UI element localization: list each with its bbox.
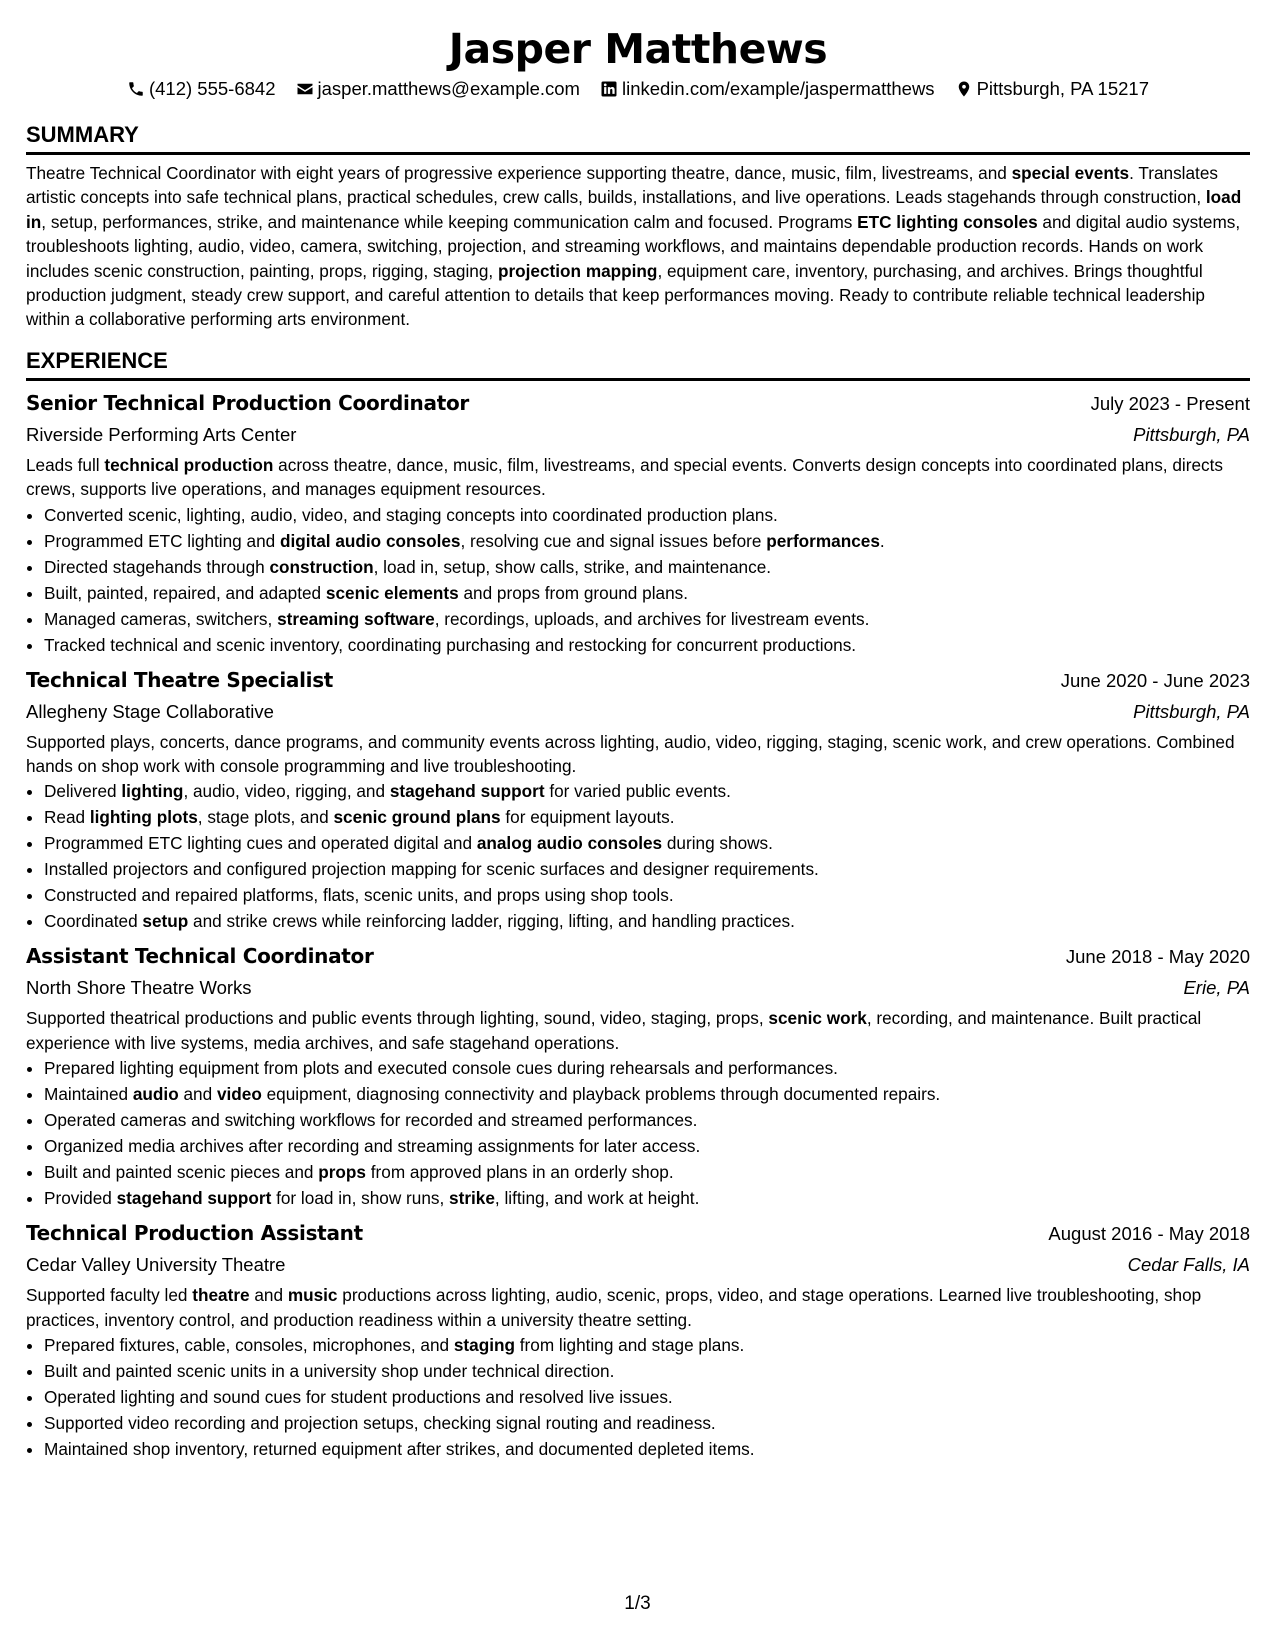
text-run: and digital audio systems, troubleshoots lighting, audio, video, camera, switching, projection, and streaming workflows, and maintains dependable production records. Hands on work includes scenic construction, painting, props, rigging, staging, bbox=[26, 211, 1241, 281]
bold-text: lighting bbox=[121, 781, 184, 802]
text-run: Constructed and repaired platforms, flats, scenic units, and props using shop tools. bbox=[44, 885, 674, 906]
job-dates: August 2016 - May 2018 bbox=[1048, 1223, 1250, 1245]
text-run: Operated lighting and sound cues for student productions and resolved live issues. bbox=[44, 1387, 673, 1408]
job-company: Riverside Performing Arts Center bbox=[26, 423, 297, 445]
job-entry bbox=[26, 665, 1250, 935]
job-header-row bbox=[26, 941, 1250, 972]
text-run: Maintained bbox=[44, 1084, 133, 1105]
phone-text: (412) 555-6842 bbox=[148, 78, 276, 99]
text-run: , lifting, and work at height. bbox=[494, 1188, 700, 1209]
job-company-row bbox=[26, 419, 1250, 451]
linkedin-text: linkedin.com/example/jaspermatthews bbox=[621, 78, 935, 99]
text-run: Maintained shop inventory, returned equipment after strikes, and documented depleted items. bbox=[44, 1439, 755, 1460]
job-company-row bbox=[26, 972, 1250, 1004]
bold-text: scenic ground plans bbox=[333, 807, 501, 828]
bold-text: theatre bbox=[192, 1285, 250, 1306]
contact-linkedin[interactable] bbox=[600, 77, 935, 101]
job-company-row bbox=[26, 1249, 1250, 1281]
job-bullet bbox=[44, 1133, 1250, 1159]
text-run: Operated cameras and switching workflows for recorded and streamed performances. bbox=[44, 1110, 698, 1131]
bold-text: special events bbox=[1011, 163, 1130, 183]
bold-text: performances bbox=[766, 530, 880, 551]
text-run: , recording, and maintenance. Built practical experience with live systems, media archives, and safe stagehand operations. bbox=[26, 1008, 1202, 1053]
text-run: during shows. bbox=[662, 833, 773, 854]
job-title: Technical Theatre Specialist bbox=[26, 667, 334, 692]
bold-text: stagehand support bbox=[116, 1188, 272, 1209]
job-company-row bbox=[26, 696, 1250, 728]
resume-page bbox=[26, 0, 1250, 1462]
bold-text: analog audio consoles bbox=[476, 833, 663, 854]
job-bullet bbox=[44, 778, 1250, 804]
job-bullet bbox=[44, 528, 1250, 554]
contact-email[interactable] bbox=[296, 77, 580, 101]
text-run: Read bbox=[44, 807, 90, 828]
job-bullet bbox=[44, 606, 1250, 632]
job-description bbox=[26, 730, 1250, 779]
job-bullet bbox=[44, 1185, 1250, 1211]
job-bullet bbox=[44, 856, 1250, 882]
bold-text: scenic elements bbox=[325, 582, 459, 603]
bold-text: strike bbox=[449, 1188, 495, 1209]
job-title: Assistant Technical Coordinator bbox=[26, 944, 374, 969]
job-bullet-list bbox=[26, 502, 1250, 658]
text-run: Managed cameras, switchers, bbox=[44, 608, 278, 629]
summary-paragraph bbox=[26, 161, 1250, 332]
job-bullet-list bbox=[26, 1055, 1250, 1211]
job-bullet bbox=[44, 580, 1250, 606]
text-run: Built and painted scenic pieces and bbox=[44, 1162, 319, 1183]
text-run: and bbox=[178, 1084, 217, 1105]
job-bullet bbox=[44, 502, 1250, 528]
text-run: Built and painted scenic units in a university shop under technical direction. bbox=[44, 1361, 615, 1382]
job-location: Pittsburgh, PA bbox=[1133, 423, 1250, 445]
text-run: Converted scenic, lighting, audio, video, and staging concepts into coordinated production plans. bbox=[44, 504, 778, 525]
text-run: Tracked technical and scenic inventory, coordinating purchasing and restocking for concurrent productions. bbox=[44, 634, 857, 655]
job-header-row bbox=[26, 1218, 1250, 1249]
text-run: Provided bbox=[44, 1188, 117, 1209]
job-header-row bbox=[26, 388, 1250, 419]
job-description bbox=[26, 1283, 1250, 1332]
bold-text: digital audio consoles bbox=[279, 530, 461, 551]
text-run: Programmed ETC lighting cues and operated digital and bbox=[44, 833, 477, 854]
contact-phone[interactable] bbox=[127, 77, 276, 101]
text-run: for load in, show runs, bbox=[271, 1188, 450, 1209]
text-run: . bbox=[879, 530, 885, 551]
text-run: Organized media archives after recording and streaming assignments for later access. bbox=[44, 1136, 701, 1157]
text-run: equipment, diagnosing connectivity and playback problems through documented repairs. bbox=[261, 1084, 941, 1105]
text-run: productions across lighting, audio, scenic, props, video, and stage operations. Learned live troubleshooting, shop practices, inventory control, and production readiness within a university theatre setting. bbox=[26, 1285, 1202, 1330]
job-bullet bbox=[44, 804, 1250, 830]
bold-text: stagehand support bbox=[389, 781, 545, 802]
job-bullet bbox=[44, 908, 1250, 934]
text-run: , resolving cue and signal issues before bbox=[460, 530, 767, 551]
text-run: . Translates artistic concepts into safe technical plans, practical schedules, crew calls, builds, installations, and live operations. Leads stagehands through construction, bbox=[26, 163, 1218, 208]
phone-icon bbox=[127, 80, 145, 98]
location-text: Pittsburgh, PA 15217 bbox=[976, 78, 1150, 99]
job-entry bbox=[26, 941, 1250, 1211]
text-run: , setup, performances, strike, and maintenance while keeping communication calm and focused. Programs bbox=[41, 211, 858, 232]
contact-location bbox=[955, 77, 1149, 101]
job-location: Cedar Falls, IA bbox=[1127, 1254, 1250, 1276]
job-entry bbox=[26, 388, 1250, 658]
bold-text: audio bbox=[132, 1084, 179, 1105]
text-run: Programmed ETC lighting and bbox=[44, 530, 280, 551]
text-run: Supported video recording and projection setups, checking signal routing and readiness. bbox=[44, 1413, 716, 1434]
job-entry bbox=[26, 1218, 1250, 1462]
job-bullet bbox=[44, 1436, 1250, 1462]
experience-list bbox=[26, 388, 1250, 1462]
job-bullet bbox=[44, 882, 1250, 908]
text-run: , audio, video, rigging, and bbox=[183, 781, 390, 802]
bold-text: construction bbox=[269, 556, 374, 577]
text-run: Coordinated bbox=[44, 911, 143, 932]
text-run: from approved plans in an orderly shop. bbox=[365, 1162, 674, 1183]
map-pin-icon bbox=[955, 80, 973, 98]
text-run: Supported plays, concerts, dance programs, and community events across lighting, audio, video, rigging, staging, scenic work, and crew operations. Combined hands on shop work with console programming and live troubleshooting. bbox=[26, 731, 1235, 777]
text-run: Prepared fixtures, cable, consoles, microphones, and bbox=[44, 1335, 454, 1356]
bold-text: streaming software bbox=[277, 608, 435, 629]
bold-text: staging bbox=[453, 1335, 515, 1356]
text-run: , stage plots, and bbox=[197, 807, 334, 828]
text-run: Supported theatrical productions and public events through lighting, sound, video, staging, props, bbox=[26, 1008, 769, 1029]
candidate-name: Jasper Matthews bbox=[448, 25, 828, 73]
job-bullet bbox=[44, 1159, 1250, 1185]
bold-text: technical production bbox=[104, 454, 274, 475]
job-dates: June 2018 - May 2020 bbox=[1065, 946, 1250, 968]
job-description bbox=[26, 1006, 1250, 1055]
bold-text: music bbox=[287, 1285, 338, 1306]
job-company: North Shore Theatre Works bbox=[26, 977, 252, 999]
text-run: Prepared lighting equipment from plots and executed console cues during rehearsals and performances. bbox=[44, 1058, 838, 1079]
job-bullet bbox=[44, 1332, 1250, 1358]
text-run: and strike crews while reinforcing ladder, rigging, lifting, and handling practices. bbox=[188, 911, 795, 932]
text-run: Directed stagehands through bbox=[44, 556, 270, 577]
text-run: Supported faculty led bbox=[26, 1285, 193, 1306]
job-bullet-list bbox=[26, 778, 1250, 934]
bold-text: load in bbox=[26, 187, 1242, 232]
text-run: , equipment care, inventory, purchasing, and archives. Brings thoughtful production judgment, steady crew support, and careful attention to details that keep performances moving. Ready to contribute reliable technical leadership within a collaborative performing arts environment. bbox=[26, 260, 1205, 330]
contact-bar bbox=[26, 77, 1250, 101]
bold-text: projection mapping bbox=[497, 260, 658, 281]
job-dates: July 2023 - Present bbox=[1090, 392, 1250, 414]
job-bullet bbox=[44, 1081, 1250, 1107]
page-indicator: 1/3 bbox=[624, 1593, 651, 1614]
text-run: and bbox=[249, 1285, 288, 1306]
job-bullet bbox=[44, 1410, 1250, 1436]
job-bullet bbox=[44, 632, 1250, 658]
text-run: Theatre Technical Coordinator with eight years of progressive experience supporting theatre, dance, music, film, livestreams, and bbox=[26, 163, 1012, 183]
text-run: , recordings, uploads, and archives for livestream events. bbox=[434, 608, 870, 629]
bold-text: ETC lighting consoles bbox=[857, 211, 1038, 232]
experience-heading: EXPERIENCE bbox=[26, 348, 1250, 381]
job-title: Technical Production Assistant bbox=[26, 1221, 363, 1246]
job-bullet bbox=[44, 1384, 1250, 1410]
text-run: Delivered bbox=[44, 781, 122, 802]
bold-text: setup bbox=[142, 911, 189, 932]
text-run: from lighting and stage plans. bbox=[514, 1335, 745, 1356]
bold-text: props bbox=[318, 1162, 366, 1183]
text-run: , load in, setup, show calls, strike, and maintenance. bbox=[373, 556, 772, 577]
text-run: Leads full bbox=[26, 454, 105, 475]
bold-text: scenic work bbox=[768, 1008, 867, 1029]
job-bullet bbox=[44, 830, 1250, 856]
job-location: Erie, PA bbox=[1183, 977, 1250, 999]
job-title: Senior Technical Production Coordinator bbox=[26, 390, 469, 415]
job-bullet bbox=[44, 1358, 1250, 1384]
bold-text: lighting plots bbox=[89, 807, 198, 828]
job-bullet-list bbox=[26, 1332, 1250, 1462]
linkedin-icon bbox=[600, 80, 618, 98]
job-bullet bbox=[44, 1107, 1250, 1133]
job-location: Pittsburgh, PA bbox=[1133, 700, 1250, 722]
bold-text: video bbox=[216, 1084, 262, 1105]
job-description bbox=[26, 453, 1250, 502]
job-bullet bbox=[44, 1055, 1250, 1081]
text-run: Built, painted, repaired, and adapted bbox=[44, 582, 326, 603]
text-run: Installed projectors and configured projection mapping for scenic surfaces and designer requirements. bbox=[44, 859, 819, 880]
job-bullet bbox=[44, 554, 1250, 580]
job-dates: June 2020 - June 2023 bbox=[1060, 669, 1250, 691]
text-run: across theatre, dance, music, film, livestreams, and special events. Converts design concepts into coordinated plans, directs crews, supports live operations, and manages equipment resources. bbox=[26, 454, 1223, 500]
job-company: Allegheny Stage Collaborative bbox=[26, 700, 274, 722]
envelope-icon bbox=[296, 80, 314, 98]
email-text: jasper.matthews@example.com bbox=[317, 78, 580, 99]
job-header-row bbox=[26, 665, 1250, 696]
job-company: Cedar Valley University Theatre bbox=[26, 1254, 286, 1276]
summary-heading: SUMMARY bbox=[26, 122, 1250, 155]
text-run: and props from ground plans. bbox=[458, 582, 689, 603]
text-run: for varied public events. bbox=[544, 781, 731, 802]
text-run: for equipment layouts. bbox=[500, 807, 675, 828]
